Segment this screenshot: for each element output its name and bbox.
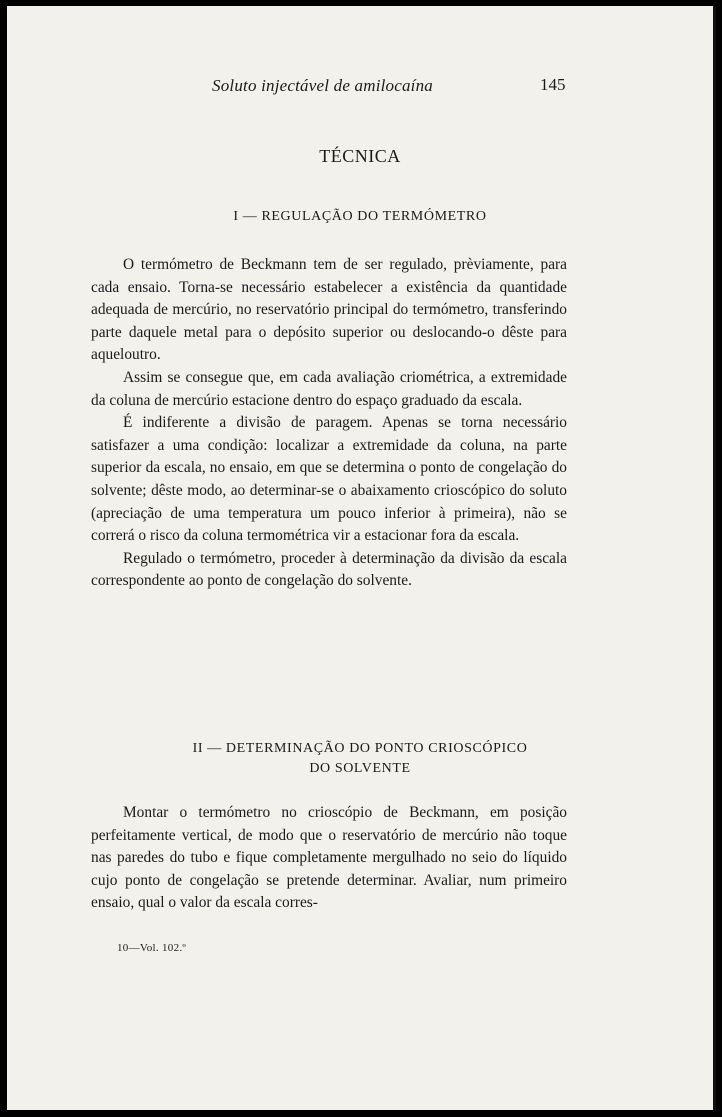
page-number: 145 <box>540 75 566 94</box>
paragraph: Montar o termómetro no crioscópio de Beckmann, em posição perfeitamente vertical, de modo que o reservatório de mercúrio não toque nas paredes do tubo e fique completamente mergulhado no seio do líquido cujo ponto de congelação se pretende determinar. Avaliar, num primeiro ensaio, qual o valor da escala corres- <box>91 804 567 912</box>
section-heading-1: I — REGULAÇÃO DO TERMÓMETRO <box>233 209 487 224</box>
section-1-body <box>91 254 567 593</box>
paragraph: Assim se consegue que, em cada avaliação criométrica, a extremidade da coluna de mercúrio estacione dentro do espaço graduado da escala. <box>91 368 567 409</box>
paragraph: Regulado o termómetro, proceder à determinação da divisão da escala correspondente ao ponto de congelação do solvente. <box>91 549 567 590</box>
section-heading-2 <box>7 739 713 779</box>
section-heading-2-line-1: II — DETERMINAÇÃO DO PONTO CRIOSCÓPICO <box>192 741 528 756</box>
running-title: Soluto injectável de amilocaína <box>212 76 434 95</box>
paragraph: É indiferente a divisão de paragem. Apenas se torna necessário satisfazer a uma condição: localizar a extremidade da coluna, na parte superior da escala, no ensaio, em que se determina o ponto de congelação do solvente; dêste modo, ao determinar-se o abaixamento crioscópico do soluto (apreciação de uma temperatura um pouco inferior à primeira), não se correrá o risco da coluna termométrica vir a estacionar fora da escala. <box>91 414 567 545</box>
page-title: TÉCNICA <box>319 146 401 166</box>
section-heading-2-line-2: DO SOLVENTE <box>309 761 411 776</box>
paragraph: O termómetro de Beckmann tem de ser regulado, prèviamente, para cada ensaio. Torna-se necessário estabelecer a existência da quantidade adequada de mercúrio, no reservatório principal do termómetro, transferindo parte daquele metal para o depósito superior ou deslocando-o dêste para aqueloutro. <box>91 256 567 364</box>
book-page <box>7 6 716 1110</box>
section-2-body <box>91 802 567 915</box>
signature-mark: 10—Vol. 102.º <box>117 942 187 954</box>
